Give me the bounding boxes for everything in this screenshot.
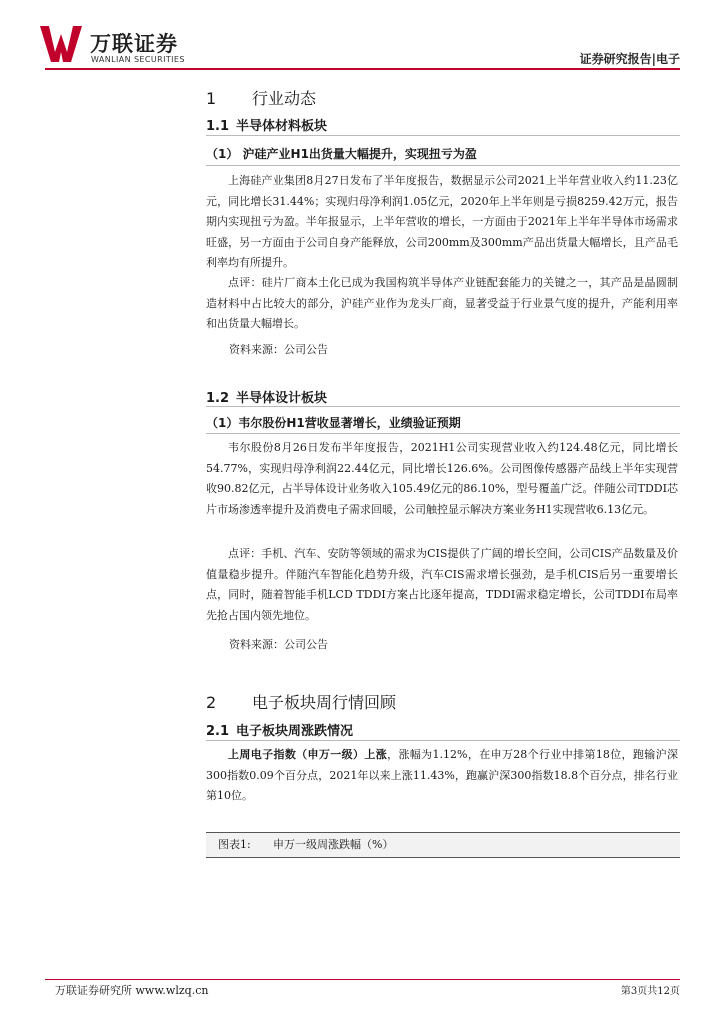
subsection-2-1-heading [206,720,353,739]
subsection-divider [206,740,680,741]
footer-divider [45,979,680,980]
figure-caption [206,832,680,858]
subsection-divider [206,406,680,407]
comment-paragraph: 点评：硅片厂商本土化已成为我国构筑半导体产业链配套能力的关键之一，其产品是晶圆制造材料中占比较大的部分，沪硅产业作为龙头厂商，显著受益于行业景气度的提升，产能利用率和出货量大幅增长。 [206,276,678,330]
section-number: 1 [206,89,217,108]
header-divider [45,68,680,70]
subsection-title: 电子板块周涨跌情况 [236,724,354,739]
section-title: 电子板块周行情回顾 [252,693,397,712]
section-1-heading [206,86,316,109]
subsection-number: 1.2 [206,391,230,406]
item-heading: （1）韦尔股份H1营收显著增长，业绩验证预期 [206,416,461,430]
item-heading: （1） 沪硅产业H1出货量大幅提升，实现扭亏为盈 [206,147,477,161]
page-number: 第3页共12页 [620,986,680,997]
paragraph [206,745,678,807]
figure-label: 图表1: [218,838,251,851]
report-type-label: 证券研究报告|电子 [579,52,680,66]
comment-paragraph: 点评：手机、汽车、安防等领域的需求为CIS提供了广阔的增长空间，公司CIS产品数量及价值量稳步提升。伴随汽车智能化趋势升级，汽车CIS需求增长强劲，是手机CIS后另一重要增长点，同时，随着智能手机LCD TDDI方案占比逐年提高，TDDI需求稳定增长，公司TDDI布局率先抢占国内领先地位。 [206,547,678,622]
section-title: 行业动态 [252,89,317,108]
source-note: 资料来源：公司公告 [229,638,328,651]
company-logo [38,24,208,68]
subsection-1-1-heading [206,115,327,134]
section-2-heading [206,690,396,713]
subsection-1-2-heading [206,387,327,406]
figure-title: 申万一级周涨跌幅（%） [273,838,394,851]
wanlian-logo-icon [38,24,84,64]
paragraph-lead: 上周电子指数（申万一级）上涨 [228,748,388,761]
subsection-divider [206,135,680,136]
item-divider [206,433,680,434]
paragraph: 韦尔股份8月26日发布半年度报告，2021H1公司实现营业收入约124.48亿元，同比增长54.77%，实现归母净利润22.44亿元，同比增长126.6%。公司图像传感器产品线上半年实现营收90.82亿元，占半导体设计业务收入105.49亿元的86.10%，型号覆盖广泛。伴随公司TDDI芯片市场渗透率提升及消费电子需求回暖，公司触控显示解决方案业务H1实现营收6.13亿元。 [206,441,678,516]
paragraph: 上海硅产业集团8月27日发布了半年度报告，数据显示公司2021上半年营业收入约11.23亿元，同比增长31.44%；实现归母净利润1.05亿元，2020年上半年则是亏损8259.42万元，报告期内实现扭亏为盈。半年报显示，上半年营收的增长，一方面由于2021年上半年半导体市场需求旺盛，另一方面由于公司自身产能释放，公司200mm及300mm产品出货量大幅增长，且产品毛利率均有所提升。 [206,174,678,269]
subsection-number: 1.1 [206,119,230,134]
subsection-number: 2.1 [206,724,230,739]
section-number: 2 [206,693,217,712]
source-note: 资料来源：公司公告 [229,343,328,356]
logo-text-en: WANLIAN SECURITIES [91,55,185,64]
subsection-title: 半导体材料板块 [236,119,328,134]
paragraph-body: ，涨幅为1.12%，在申万28个行业中排第18位，跑输沪深300指数0.09个百分点，2021年以来上涨11.43%，跑赢沪深300指数18.8个百分点，排名行业第10位。 [206,748,679,802]
subsection-title: 半导体设计板块 [236,391,328,406]
logo-text-cn: 万联证券 [90,32,178,56]
footer-publisher: 万联证券研究所 www.wlzq.cn [55,984,209,997]
item-divider [206,165,680,166]
